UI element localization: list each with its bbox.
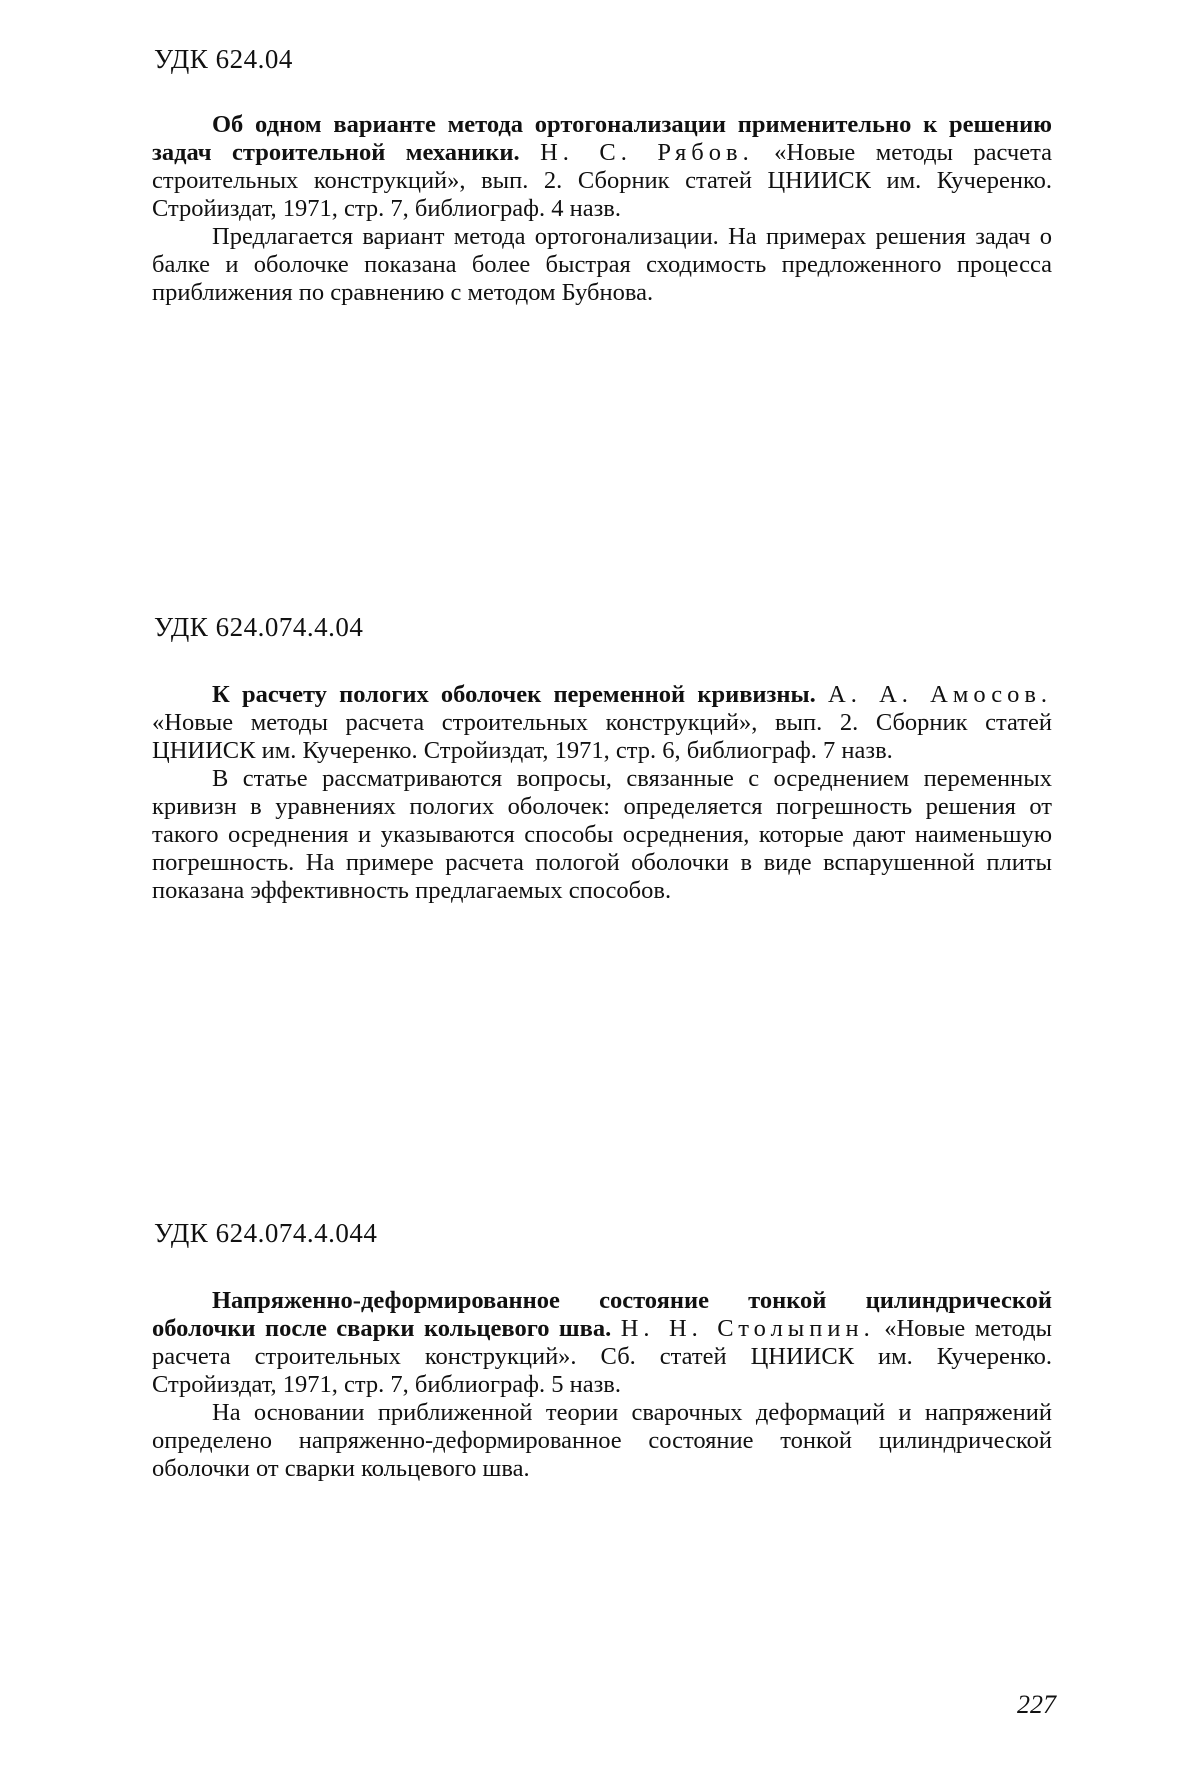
- page-number: 227: [1017, 1690, 1056, 1719]
- citation: «Новые методы расчета строительных конструкций». Сб. статей ЦНИИСК им. Кучеренко. Стройиздат, 1971, стр. 7, библиограф. 5 назв.: [152, 1315, 1052, 1398]
- bibliographic-record: [152, 111, 1052, 223]
- udk-code: УДК 624.074.4.04: [154, 612, 364, 642]
- abstract-text: На основании приближенной теории сварочных деформаций и напряжений определено напряженно-деформированное состояние тонкой цилиндрической оболочки от сварки кольцевого шва.: [152, 1399, 1052, 1482]
- bibliographic-record: [152, 1287, 1052, 1399]
- abstract-text: В статье рассматриваются вопросы, связанные с осреднением переменных кривизн в уравнениях пологих оболочек: определяется погрешность решения от такого осреднения и указываются способы осреднения, которые дают наименьшую погрешность. На примере расчета пологой оболочки в виде вспарушенной плиты показана эффективность предлагаемых способов.: [152, 765, 1052, 904]
- author-name: Н. Н. Столыпин.: [620, 1315, 875, 1342]
- author-name: Н. С. Рябов.: [540, 139, 754, 166]
- udk-code: УДК 624.04: [154, 44, 293, 74]
- abstract-entry-3: [152, 1218, 1052, 1483]
- abstract-entry-2: [152, 612, 1052, 905]
- bibliographic-record: [152, 681, 1052, 765]
- citation: «Новые методы расчета строительных конструкций», вып. 2. Сборник статей ЦНИИСК им. Кучеренко. Стройиздат, 1971, стр. 7, библиограф. 4 назв.: [152, 139, 1053, 222]
- udk-code: УДК 624.074.4.044: [154, 1218, 378, 1248]
- abstract-entry-1: [152, 44, 1052, 307]
- article-title: К расчету пологих оболочек переменной кривизны.: [212, 681, 816, 708]
- citation: «Новые методы расчета строительных конструкций», вып. 2. Сборник статей ЦНИИСК им. Кучеренко. Стройиздат, 1971, стр. 6, библиограф. 7 назв.: [152, 709, 1052, 764]
- author-name: А. А. Амосов.: [828, 681, 1053, 708]
- article-title: Об одном варианте метода ортогонализации применительно к решению задач строительной механики.: [152, 111, 1052, 166]
- article-title: Напряженно-деформированное состояние тонкой цилиндрической оболочки после сварки кольцевого шва.: [152, 1287, 1052, 1342]
- abstract-text: Предлагается вариант метода ортогонализации. На примерах решения задач о балке и оболочке показана более быстрая сходимость предложенного процесса приближения по сравнению с методом Бубнова.: [152, 223, 1052, 306]
